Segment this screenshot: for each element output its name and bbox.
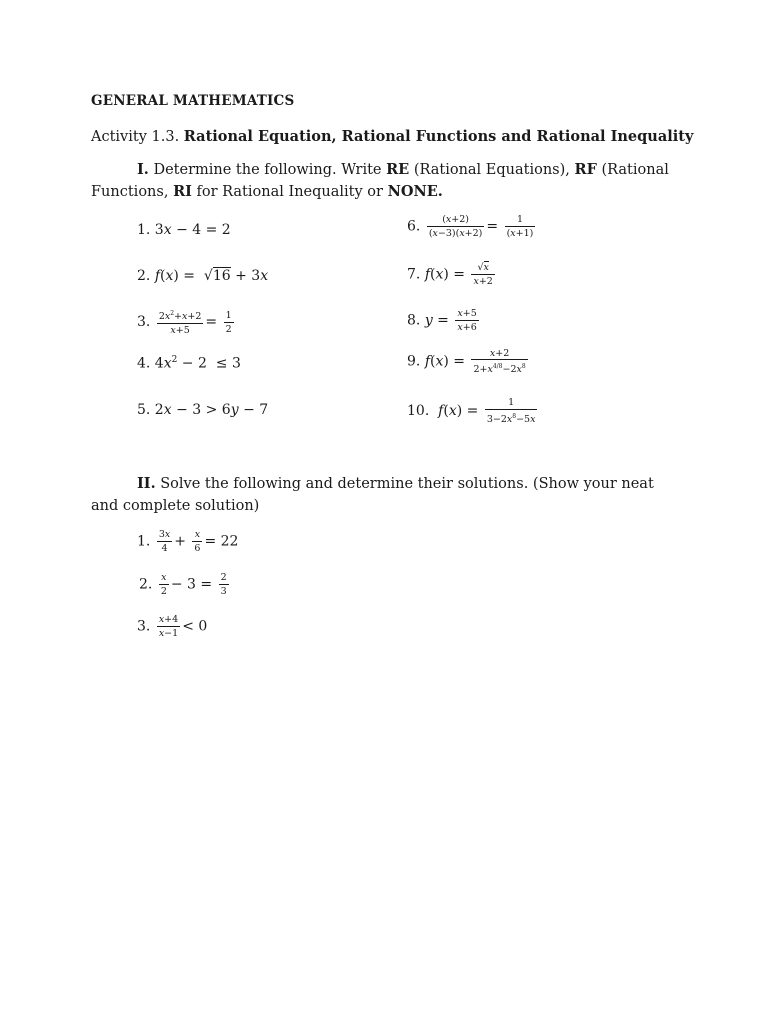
p2-item-1: 1. $\frac{3x}{4}$ + $\frac{x}{6}$ = 22 xyxy=(137,529,239,554)
item-number: 4. xyxy=(137,355,151,372)
part2-numeral: II. xyxy=(137,475,156,492)
p1-item-5: 5. 2x − 3 > 6y − 7 xyxy=(137,402,269,418)
part1-none: NONE. xyxy=(387,183,443,200)
p1-item-1: 1. 3x − 4 = 2 xyxy=(137,222,231,238)
part1-ri: RI xyxy=(173,183,192,200)
part1-instruction-line2 xyxy=(91,181,443,203)
activity-prefix: Activity 1.3. xyxy=(91,129,180,145)
p1-item-10: 10. f(x) = $\frac{1}{3-2x^8-5x}$ xyxy=(407,397,536,425)
p2-item-2: 2. $\frac{x}{2}$ − 3 = $\frac{2}{3}$ xyxy=(139,572,227,597)
item-number: 2. xyxy=(139,576,153,593)
p1-item-6: 6. $\frac{(x+2)}{(x-3)(x+2)}$ = $\frac{1}{(x+1)}$ xyxy=(407,214,534,239)
item-number: 7. xyxy=(407,266,421,283)
item-number: 6. xyxy=(407,218,421,235)
part2-instruction-line2: and complete solution) xyxy=(91,498,260,514)
item-number: 8. xyxy=(407,312,421,329)
part1-re: RE xyxy=(386,161,410,178)
p1-item-7: 7. f(x) = $\frac{√x}{x+2}$ xyxy=(407,262,493,287)
item-number: 10. xyxy=(407,403,430,419)
item-number: 1. xyxy=(137,533,151,550)
part1-numeral: I. xyxy=(137,161,149,178)
activity-title: Rational Equation, Rational Functions and Rational Inequality xyxy=(183,128,694,145)
activity-heading xyxy=(91,128,693,145)
item-number: 3. xyxy=(137,314,151,331)
part1-text-a: Determine the following. Write xyxy=(148,162,387,178)
p1-item-4: 4. $4x^2 - 2 \le 3$ xyxy=(137,355,241,372)
part2-instruction-line1 xyxy=(137,473,654,495)
item-number: 3. xyxy=(137,618,151,635)
part1-text-d: Functions, xyxy=(91,184,174,200)
document-title: GENERAL MATHEMATICS xyxy=(91,93,295,109)
p2-item-3: 3. $\frac{x+4}{x-1}$ < 0 xyxy=(137,614,208,639)
part1-text-b: (Rational Equations), xyxy=(409,162,575,178)
item-number: 2. xyxy=(137,268,151,284)
part1-instruction-line1 xyxy=(137,159,669,181)
p1-item-3: 3. $\frac{2x^2+x+2}{x+5}$ = $\frac{1}{2}$ xyxy=(137,309,232,337)
part1-rf: RF xyxy=(574,161,597,178)
part1-text-c: (Rational xyxy=(596,162,669,178)
p1-item-8: 8. y = $\frac{x+5}{x+6}$ xyxy=(407,308,477,333)
p1-item-9: 9. f(x) = $\frac{x+2}{2+x^{4/8}-2x^8}$ xyxy=(407,348,526,375)
item-number: 5. xyxy=(137,402,151,418)
item-number: 1. xyxy=(137,222,151,238)
p1-item-2: 2. f(x) = √16 + 3x xyxy=(137,268,269,284)
part2-text-a: Solve the following and determine their solutions. (Show your neat xyxy=(155,476,654,492)
part1-text-e: for Rational Inequality or xyxy=(191,184,388,200)
item-number: 9. xyxy=(407,353,421,370)
